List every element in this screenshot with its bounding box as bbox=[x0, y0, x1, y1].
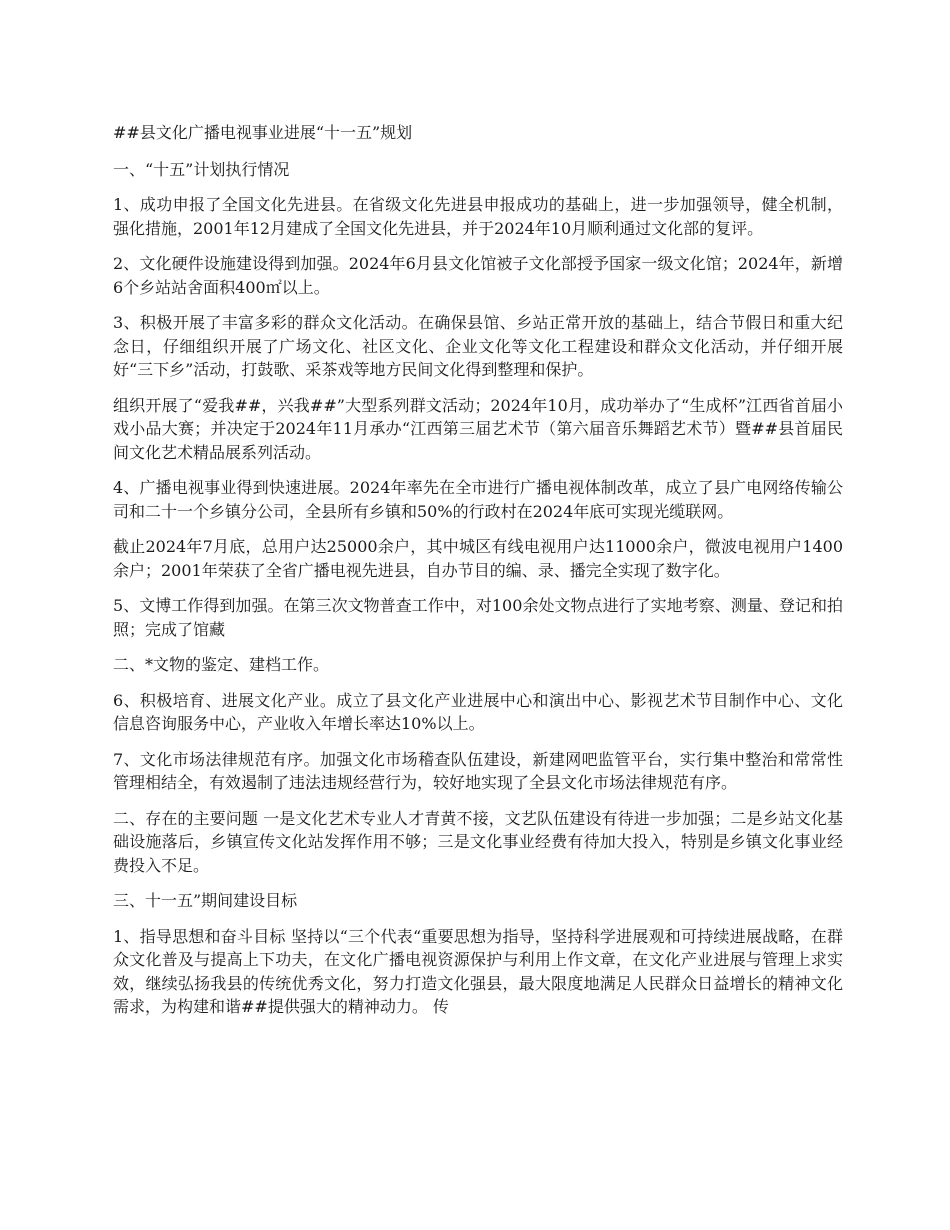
paragraph-advanced-county: 1、成功申报了全国文化先进县。在省级文化先进县申报成功的基础上，进一步加强领导，健全机制，强化措施，2001年12月建成了全国文化先进县，并于2024年10月顺利通过文化部的复评。 bbox=[113, 195, 843, 238]
paragraph-problems: 二、存在的主要问题 一是文化艺术专业人才青黄不接，文艺队伍建设有待进一步加强；二是乡站文化基础设施落后，乡镇宣传文化站发挥作用不够；三是文化事业经费有待加大投入，特别是乡镇文化事业经费投入不足。 bbox=[113, 808, 843, 875]
document-title: ##县文化广播电视事业进展“十一五”规划 bbox=[113, 123, 413, 142]
paragraph-users: 截止2024年7月底，总用户达25000余户，其中城区有线电视用户达11000余户，微波电视用户1400余户；2001年荣获了全省广播电视先进县，自办节目的编、录、播完全实现了数字化。 bbox=[113, 537, 843, 580]
paragraph-relics: 二、*文物的鉴定、建档工作。 bbox=[113, 655, 330, 674]
document-page bbox=[113, 121, 843, 1031]
paragraph-broadcasting: 4、广播电视事业得到快速进展。2024年率先在全市进行广播电视体制改革，成立了县广电网络传输公司和二十一个乡镇分公司，全县所有乡镇和50%的行政村在2024年底可实现光缆联网。 bbox=[113, 478, 843, 521]
paragraph-industry: 6、积极培育、进展文化产业。成立了县文化产业进展中心和演出中心、影视艺术节目制作中心、文化信息咨询服务中心，产业收入年增长率达10%以上。 bbox=[113, 690, 843, 733]
paragraph-mass-culture: 3、积极开展了丰富多彩的群众文化活动。在确保县馆、乡站正常开放的基础上，结合节假日和重大纪念日，仔细组织开展了广场文化、社区文化、企业文化等文化工程建设和群众文化活动，并仔细开展好“三下乡”活动，打鼓歌、采茶戏等地方民间文化得到整理和保护。 bbox=[113, 313, 843, 379]
paragraph-activities: 组织开展了“爱我##，兴我##”大型系列群文活动；2024年10月，成功举办了“生成杯”江西省首届小戏小品大赛；并决定于2024年11月承办“江西第三届艺术节（第六届音乐舞蹈艺术节）暨##县首届民间文化艺术精品展系列活动。 bbox=[113, 395, 843, 462]
section-heading-goals: 三、十一五”期间建设目标 bbox=[113, 891, 298, 910]
paragraph-guiding-ideology: 1、指导思想和奋斗目标 坚持以“三个代表“重要思想为指导，坚持科学进展观和可持续进展战略，在群众文化普及与提高上下功夫，在文化广播电视资源保护与利用上作文章，在文化产业进展与管理上求实效，继续弘扬我县的传统优秀文化，努力打造文化强县，最大限度地满足人民群众日益增长的精神文化需求，为构建和谐##提供强大的精神动力。 传 bbox=[113, 926, 843, 1016]
paragraph-heritage: 5、文博工作得到加强。在第三次文物普查工作中，对100余处文物点进行了实地考察、测量、登记和拍照；完成了馆藏 bbox=[113, 596, 843, 639]
paragraph-market: 7、文化市场法律规范有序。加强文化市场稽查队伍建设，新建网吧监管平台，实行集中整治和常常性管理相结全，有效遏制了违法违规经营行为，较好地实现了全县文化市场法律规范有序。 bbox=[113, 749, 843, 792]
section-heading-review: 一、“十五”计划执行情况 bbox=[113, 159, 290, 179]
paragraph-facilities: 2、文化硬件设施建设得到加强。2024年6月县文化馆被子文化部授予国家一级文化馆；2024年，新增6个乡站站舍面积400㎡以上。 bbox=[113, 254, 843, 297]
